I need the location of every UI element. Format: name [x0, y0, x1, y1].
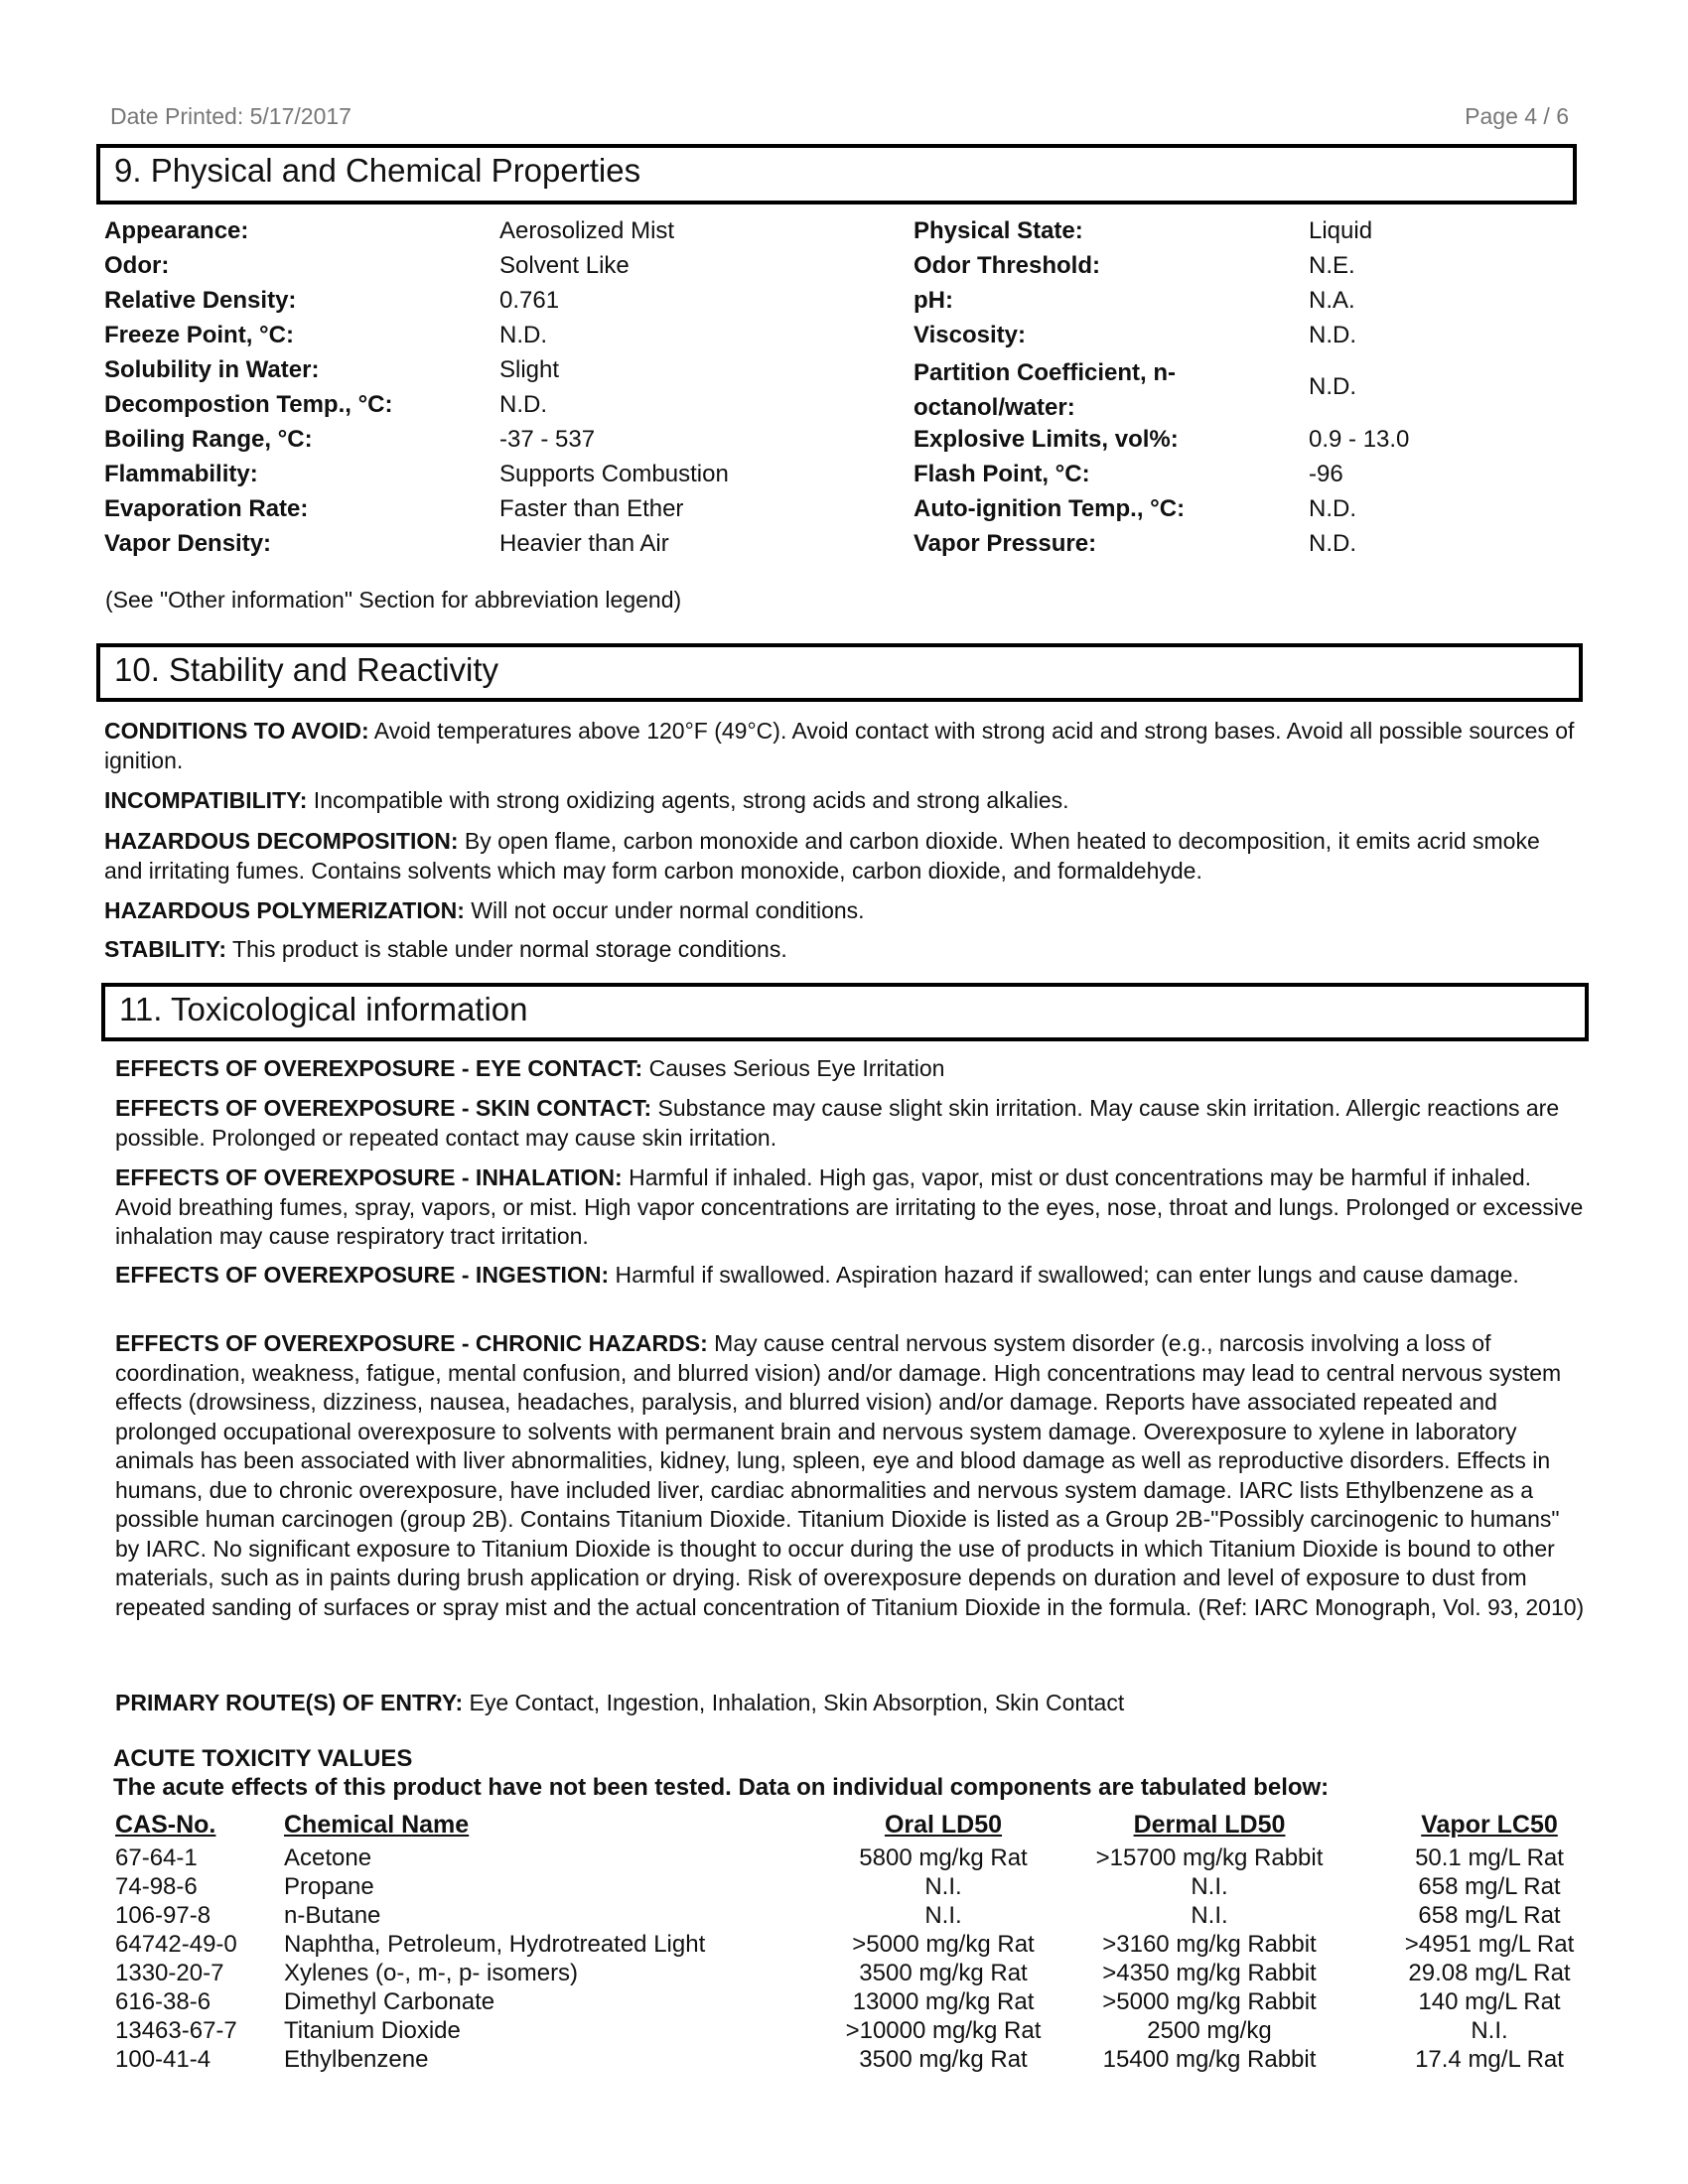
property-value: N.D.: [499, 391, 547, 418]
cell-cas: 74-98-6: [115, 1873, 198, 1900]
paragraph-skin-contact: [115, 1094, 1589, 1153]
table-header-dermal-ld50: Dermal LD50: [1133, 1811, 1286, 1839]
paragraph-text: Eye Contact, Ingestion, Inhalation, Skin Absorption, Skin Contact: [463, 1690, 1125, 1715]
paragraph-text: Substance may cause slight skin irritation. May cause skin irritation. Allergic reactions are possible. Prolonged or repeated contact may cause skin irritation.: [115, 1095, 1560, 1151]
paragraph-label: PRIMARY ROUTE(S) OF ENTRY:: [115, 1690, 464, 1715]
paragraph-hazardous-decomposition: [104, 827, 1584, 886]
property-row: [0, 461, 1688, 495]
paragraph-label: HAZARDOUS POLYMERIZATION:: [104, 897, 465, 923]
paragraph-label: EFFECTS OF OVEREXPOSURE - INGESTION:: [115, 1262, 610, 1288]
table-header-chemical-name: Chemical Name: [284, 1811, 470, 1839]
cell-oral-ld50: >5000 mg/kg Rat: [852, 1931, 1035, 1958]
property-value: N.E.: [1309, 252, 1355, 279]
cell-vapor-lc50: 50.1 mg/L Rat: [1415, 1844, 1564, 1871]
cell-cas: 67-64-1: [115, 1844, 198, 1871]
paragraph-stability: [104, 935, 1584, 965]
paragraph-label: EFFECTS OF OVEREXPOSURE - INHALATION:: [115, 1164, 623, 1190]
cell-chemical-name: Dimethyl Carbonate: [284, 1988, 495, 2015]
cell-dermal-ld50: 2500 mg/kg: [1147, 2017, 1272, 2044]
property-value: -96: [1309, 461, 1343, 487]
cell-chemical-name: Xylenes (o-, m-, p- isomers): [284, 1960, 579, 1986]
paragraph-label: EFFECTS OF OVEREXPOSURE - CHRONIC HAZARDS:: [115, 1330, 708, 1356]
paragraph-label: HAZARDOUS DECOMPOSITION:: [104, 828, 459, 854]
paragraph-chronic-hazards: [115, 1329, 1589, 1622]
property-row: [0, 217, 1688, 252]
paragraph-hazardous-polymerization: [104, 896, 1584, 926]
property-value: N.D.: [1309, 495, 1356, 522]
property-value: N.A.: [1309, 287, 1355, 314]
paragraph-label: INCOMPATIBILITY:: [104, 787, 308, 813]
page-number: Page 4 / 6: [1465, 103, 1569, 129]
property-row: [0, 426, 1688, 461]
paragraph-label: STABILITY:: [104, 936, 227, 962]
paragraph-text: Harmful if swallowed. Aspiration hazard if swallowed; can enter lungs and cause damage.: [609, 1262, 1519, 1288]
table-row: [0, 1844, 1688, 1873]
property-value: Aerosolized Mist: [499, 217, 675, 244]
property-label: Odor Threshold:: [914, 252, 1100, 279]
cell-oral-ld50: >10000 mg/kg Rat: [845, 2017, 1042, 2044]
cell-dermal-ld50: >4350 mg/kg Rabbit: [1102, 1960, 1317, 1986]
property-label: Decompostion Temp., °C:: [104, 391, 393, 418]
paragraph-inhalation: [115, 1163, 1589, 1252]
property-label-partition-coefficient: Partition Coefficient, n-octanol/water:: [914, 359, 1176, 421]
property-label: Auto-ignition Temp., °C:: [914, 495, 1186, 522]
cell-oral-ld50: N.I.: [924, 1873, 962, 1900]
cell-vapor-lc50: 17.4 mg/L Rat: [1415, 2046, 1564, 2073]
table-row: [0, 1960, 1688, 1988]
cell-chemical-name: Ethylbenzene: [284, 2046, 429, 2073]
property-value: Slight: [499, 356, 560, 383]
date-printed: Date Printed: 5/17/2017: [110, 103, 352, 129]
paragraph-label: EFFECTS OF OVEREXPOSURE - EYE CONTACT:: [115, 1055, 643, 1081]
property-label: Vapor Pressure:: [914, 530, 1097, 557]
paragraph-text: Avoid temperatures above 120°F (49°C). Avoid contact with strong acid and strong bases. Avoid all possible sources of ignition.: [104, 718, 1575, 773]
paragraph-text: This product is stable under normal storage conditions.: [226, 936, 787, 962]
cell-dermal-ld50: >15700 mg/kg Rabbit: [1095, 1844, 1324, 1871]
property-label: Solubility in Water:: [104, 356, 320, 383]
paragraph-conditions-to-avoid: [104, 717, 1584, 775]
cell-oral-ld50: 13000 mg/kg Rat: [852, 1988, 1035, 2015]
section-10-title: 10. Stability and Reactivity: [114, 651, 499, 688]
cell-cas: 106-97-8: [115, 1902, 211, 1929]
paragraph-primary-routes: [115, 1689, 1589, 1718]
property-row: [0, 287, 1688, 322]
cell-dermal-ld50: >3160 mg/kg Rabbit: [1102, 1931, 1317, 1958]
cell-chemical-name: Titanium Dioxide: [284, 2017, 461, 2044]
cell-cas: 64742-49-0: [115, 1931, 237, 1958]
cell-oral-ld50: 3500 mg/kg Rat: [859, 1960, 1028, 1986]
property-label: pH:: [914, 287, 953, 314]
property-row: [0, 322, 1688, 356]
property-label: Explosive Limits, vol%:: [914, 426, 1179, 453]
cell-cas: 100-41-4: [115, 2046, 211, 2073]
cell-vapor-lc50: 29.08 mg/L Rat: [1408, 1960, 1571, 1986]
cell-oral-ld50: 5800 mg/kg Rat: [859, 1844, 1028, 1871]
paragraph-text: By open flame, carbon monoxide and carbon dioxide. When heated to decomposition, it emits acrid smoke and irritating fumes. Contains solvents which may form carbon monoxide, carbon dioxide, and formaldehyde.: [104, 828, 1540, 884]
paragraph-text: Causes Serious Eye Irritation: [642, 1055, 945, 1081]
abbreviation-legend-note: (See "Other information" Section for abbreviation legend): [105, 587, 682, 613]
property-value: Faster than Ether: [499, 495, 684, 522]
property-row: [0, 391, 1688, 426]
cell-cas: 1330-20-7: [115, 1960, 224, 1986]
section-9-title: 9. Physical and Chemical Properties: [114, 152, 641, 189]
cell-chemical-name: Naphtha, Petroleum, Hydrotreated Light: [284, 1931, 706, 1958]
cell-vapor-lc50: 658 mg/L Rat: [1418, 1902, 1561, 1929]
property-value: Liquid: [1309, 217, 1373, 244]
section-11-header: [101, 983, 1589, 1041]
acute-toxicity-subheading: The acute effects of this product have not been tested. Data on individual components are tabulated below:: [113, 1774, 1330, 1801]
cell-dermal-ld50: 15400 mg/kg Rabbit: [1102, 2046, 1317, 2073]
table-header-oral-ld50: Oral LD50: [884, 1811, 1003, 1839]
property-label: Vapor Density:: [104, 530, 272, 557]
cell-chemical-name: Acetone: [284, 1844, 372, 1871]
property-row: [0, 356, 1688, 391]
table-header-cas: CAS-No.: [115, 1811, 216, 1839]
cell-dermal-ld50: >5000 mg/kg Rabbit: [1102, 1988, 1317, 2015]
paragraph-ingestion: [115, 1261, 1589, 1291]
property-label: Viscosity:: [914, 322, 1026, 348]
section-9-header: [96, 144, 1577, 205]
cell-vapor-lc50: N.I.: [1471, 2017, 1508, 2044]
section-10-header: [96, 643, 1583, 702]
property-value: 0.9 - 13.0: [1309, 426, 1410, 453]
property-label: Physical State:: [914, 217, 1083, 244]
paragraph-label: EFFECTS OF OVEREXPOSURE - SKIN CONTACT:: [115, 1095, 652, 1121]
paragraph-eye-contact: [115, 1054, 1589, 1084]
property-label: Flammability:: [104, 461, 258, 487]
cell-cas: 616-38-6: [115, 1988, 211, 2015]
cell-dermal-ld50: N.I.: [1191, 1902, 1228, 1929]
property-value-partition-coefficient: N.D.: [1309, 373, 1356, 400]
property-label: Odor:: [104, 252, 170, 279]
table-row: [0, 1931, 1688, 1960]
cell-oral-ld50: 3500 mg/kg Rat: [859, 2046, 1028, 2073]
cell-vapor-lc50: 140 mg/L Rat: [1418, 1988, 1561, 2015]
property-value: N.D.: [1309, 322, 1356, 348]
property-value: Heavier than Air: [499, 530, 669, 557]
cell-cas: 13463-67-7: [115, 2017, 237, 2044]
cell-oral-ld50: N.I.: [924, 1902, 962, 1929]
property-label: Appearance:: [104, 217, 249, 244]
table-row: [0, 2017, 1688, 2046]
property-label: Freeze Point, °C:: [104, 322, 294, 348]
property-value: N.D.: [499, 322, 547, 348]
property-row: [0, 495, 1688, 530]
property-value: N.D.: [1309, 530, 1356, 557]
paragraph-incompatibility: [104, 786, 1584, 816]
property-value: Supports Combustion: [499, 461, 729, 487]
paragraph-text: Will not occur under normal conditions.: [464, 897, 865, 923]
acute-toxicity-heading: ACUTE TOXICITY VALUES: [113, 1745, 413, 1772]
property-row: [0, 252, 1688, 287]
cell-dermal-ld50: N.I.: [1191, 1873, 1228, 1900]
property-value: Solvent Like: [499, 252, 630, 279]
cell-chemical-name: Propane: [284, 1873, 374, 1900]
property-row: [0, 530, 1688, 565]
property-label: Evaporation Rate:: [104, 495, 309, 522]
paragraph-text: Harmful if inhaled. High gas, vapor, mist or dust concentrations may be harmful if inhaled. Avoid breathing fumes, spray, vapors, or mist. High vapor concentrations are irritating to the eyes, nose, throat and lungs. Prolonged or excessive inhalation may cause respiratory tract irritation.: [115, 1164, 1584, 1249]
cell-vapor-lc50: 658 mg/L Rat: [1418, 1873, 1561, 1900]
cell-vapor-lc50: >4951 mg/L Rat: [1404, 1931, 1575, 1958]
paragraph-text: May cause central nervous system disorder (e.g., narcosis involving a loss of coordination, weakness, fatigue, mental confusion, and blurred vision) and/or damage. High concentrations may lead to central nervous system effects (drowsiness, dizziness, nausea, headaches, paralysis, and blurred vision) and/or damage. Reports have associated repeated and prolonged occupational overexposure to solvents with permanent brain and nervous system damage. Overexposure to xylene in laboratory animals has been associated with liver abnormalities, kidney, lung, spleen, eye and blood damage as well as reproductive disorders. Effects in humans, due to chronic overexposure, have included liver, cardiac abnormalities and nervous system damage. IARC lists Ethylbenzene as a possible human carcinogen (group 2B). Contains Titanium Dioxide. Titanium Dioxide is listed as a Group 2B-"Possibly carcinogenic to humans" by IARC. No significant exposure to Titanium Dioxide is thought to occur during the use of products in which Titanium Dioxide is bound to other materials, such as in paints during brush application or drying. Risk of overexposure depends on duration and level of exposure to dust from repeated sanding of surfaces or spray mist and the actual concentration of Titanium Dioxide in the formula. (Ref: IARC Monograph, Vol. 93, 2010): [115, 1330, 1585, 1620]
table-header-vapor-lc50: Vapor LC50: [1421, 1811, 1558, 1839]
paragraph-text: Incompatible with strong oxidizing agents, strong acids and strong alkalies.: [307, 787, 1069, 813]
paragraph-label: CONDITIONS TO AVOID:: [104, 718, 369, 744]
property-label: Relative Density:: [104, 287, 297, 314]
property-label: Boiling Range, °C:: [104, 426, 313, 453]
table-row: [0, 1902, 1688, 1931]
cell-chemical-name: n-Butane: [284, 1902, 381, 1929]
property-value: 0.761: [499, 287, 560, 314]
property-label: Flash Point, °C:: [914, 461, 1090, 487]
table-row: [0, 1988, 1688, 2017]
property-value: -37 - 537: [499, 426, 596, 453]
table-row: [0, 2046, 1688, 2075]
section-11-title: 11. Toxicological information: [119, 991, 528, 1027]
table-row: [0, 1873, 1688, 1902]
